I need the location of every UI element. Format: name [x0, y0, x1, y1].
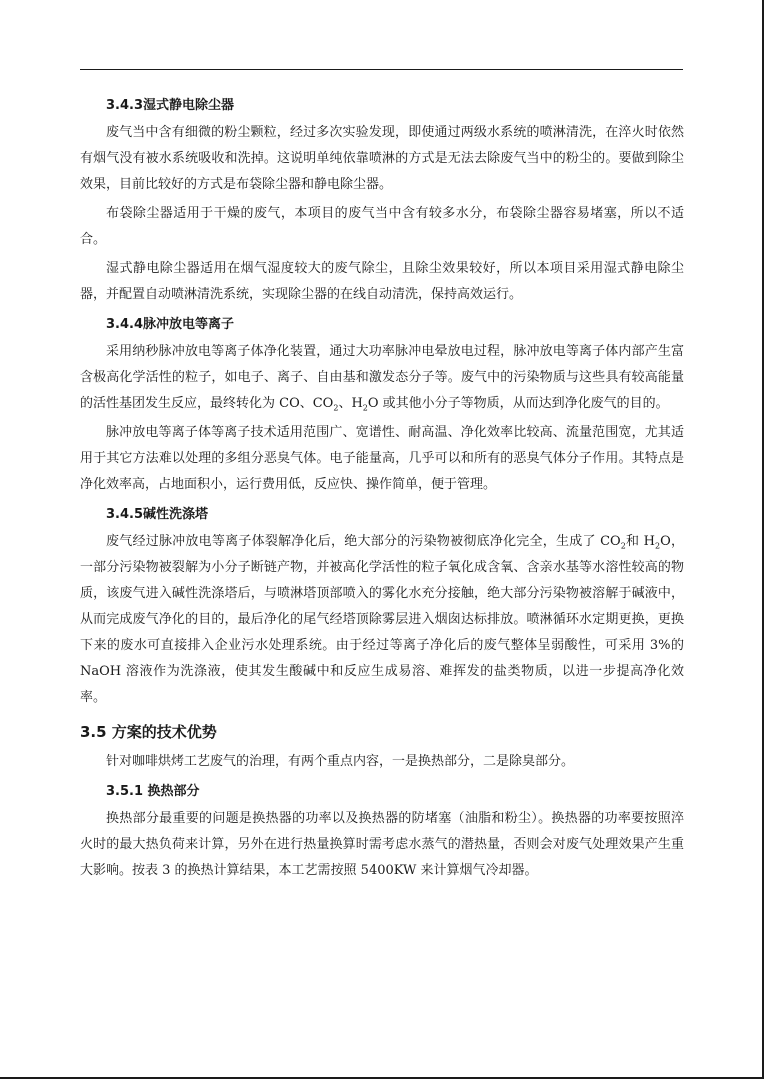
section-heading-3-5: 3.5 方案的技术优势 [80, 723, 217, 741]
paragraph-3-5-1-1: 换热部分最重要的问题是换热器的功率以及换热器的防堵塞（油脂和粉尘）。换热器的功率要按照淬火时的最大热负荷来计算，另外在进行热量换算时需考虑水蒸气的潜热量，否则会对废气处理效果产生重大影响。按表 3 的换热计算结果，本工艺需按照 5400KW 来计算烟气冷却器。 [80, 811, 684, 878]
paragraph-3-4-5-1-text-a: 废气经过脉冲放电等离子体裂解净化后，绝大部分的污染物被彻底净化完全，生成了 CO [106, 534, 621, 549]
section-heading-3-5-1: 3.5.1 换热部分 [106, 784, 200, 799]
paragraph-3-5-1: 针对咖啡烘烤工艺废气的治理，有两个重点内容，一是换热部分，二是除臭部分。 [106, 754, 575, 769]
subscript-h2o: 2 [654, 541, 661, 551]
subscript-h2o: 2 [362, 403, 368, 413]
paragraph-3-4-4-1-text-c: O 或其他小分子等物质，从而达到净化废气的目的。 [367, 396, 669, 411]
section-heading-3-4-3: 3.4.3湿式静电除尘器 [106, 98, 235, 113]
paragraph-3-4-5-1 [80, 529, 684, 711]
paragraph-3-4-4-1-text-a: 采用纳秒脉冲放电等离子体净化装置，通过大功率脉冲电晕放电过程，脉冲放电等离子体内部产生富含极高化学活性的粒子，如电子、离子、自由基和激发态分子等。废气中的污染物质与这些具有较高能量的活性基团发生反应，最终转化为 CO、CO [80, 344, 684, 411]
paragraph-3-4-3-2: 布袋除尘器适用于干燥的废气，本项目的废气当中含有较多水分，布袋除尘器容易堵塞，所以不适合。 [80, 206, 684, 247]
paragraph-3-4-4-1-text-b: 、H [338, 396, 363, 411]
header-rule [80, 69, 683, 70]
paragraph-3-4-4-1 [80, 339, 684, 417]
section-heading-3-4-4: 3.4.4脉冲放电等离子 [106, 317, 235, 332]
paragraph-3-4-4-2: 脉冲放电等离子体等离子技术适用范围广、宽谱性、耐高温、净化效率比较高、流量范围宽，尤其适用于其它方法难以处理的多组分恶臭气体。电子能量高，几乎可以和所有的恶臭气体分子作用。其特点是净化效率高，占地面积小，运行费用低，反应快、操作简单，便于管理。 [80, 425, 684, 492]
paragraph-3-4-5-1-text-b: 和 H [625, 534, 655, 549]
paragraph-3-4-5-1-text-c: O，一部分污染物被裂解为小分子断链产物，并被高化学活性的粒子氧化成含氧、含亲水基等水溶性较高的物质，该废气进入碱性洗涤塔后，与喷淋塔顶部喷入的雾化水充分接触，绝大部分污染物被溶解于碱液中，从而完成废气净化的目的，最后净化的尾气经塔顶除雾层进入烟囱达标排放。喷淋循环水定期更换，更换下来的废水可直接排入企业污水处理系统。由于经过等离子净化后的废气整体呈弱酸性，可采用 3%的 NaOH 溶液作为洗涤液，使其发生酸碱中和反应生成易溶、难挥发的盐类物质，以进一步提高净化效率。 [80, 534, 684, 705]
paragraph-3-4-3-1: 废气当中含有细微的粉尘颗粒，经过多次实验发现，即使通过两级水系统的喷淋清洗，在淬火时依然有烟气没有被水系统吸收和洗掉。这说明单纯依靠喷淋的方式是无法去除废气当中的粉尘的。要做到除尘效果，目前比较好的方式是布袋除尘器和静电除尘器。 [80, 125, 684, 192]
subscript-co2: 2 [333, 403, 339, 413]
section-heading-3-4-5: 3.4.5碱性洗涤塔 [106, 507, 209, 522]
document-body [80, 92, 684, 887]
subscript-co2: 2 [620, 541, 626, 551]
paragraph-3-4-3-3: 湿式静电除尘器适用在烟气湿度较大的废气除尘，且除尘效果较好，所以本项目采用湿式静电除尘器，并配置自动喷淋清洗系统，实现除尘器的在线自动清洗，保持高效运行。 [80, 261, 684, 302]
